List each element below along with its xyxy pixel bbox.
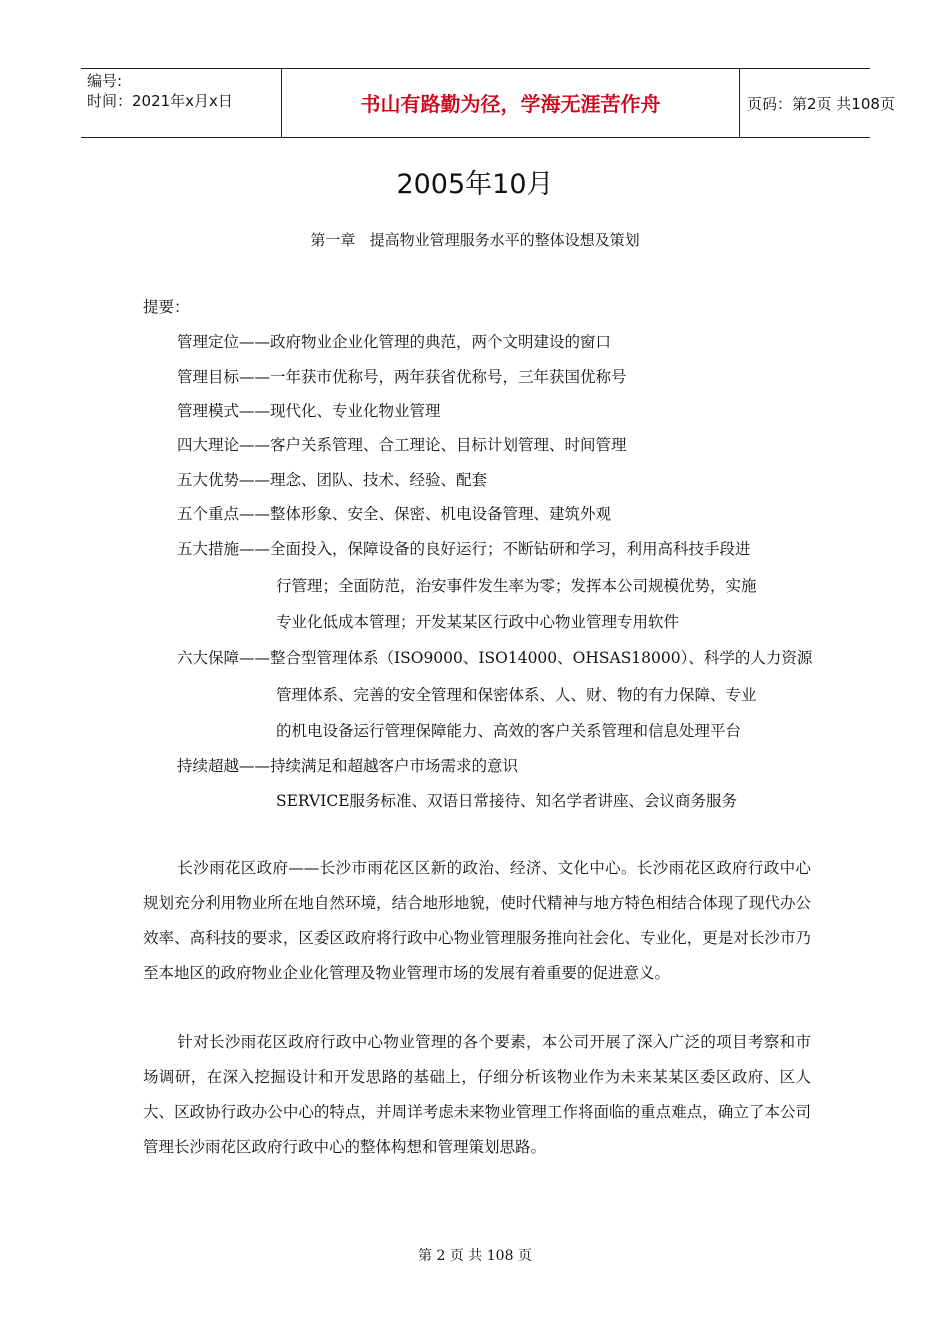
- body-paragraph: [143, 851, 811, 991]
- summary-line-continued: 管理体系、完善的安全管理和保密体系、人、财、物的有力保障、专业: [276, 686, 757, 704]
- document-header: [81, 68, 895, 138]
- summary-line: 五大优势——理念、团队、技术、经验、配套: [177, 471, 488, 489]
- summary-line-continued: SERVICE服务标准、双语日常接待、知名学者讲座、会议商务服务: [276, 792, 738, 810]
- summary-line: 四大理论——客户关系管理、合工理论、目标计划管理、时间管理: [177, 436, 627, 454]
- document-date-title: 2005年10月: [396, 169, 554, 200]
- header-motto-cell: [281, 69, 740, 137]
- summary-line: 持续超越——持续满足和超越客户市场需求的意识: [177, 757, 519, 775]
- summary-line-continued: 的机电设备运行管理保障能力、高效的客户关系管理和信息处理平台: [276, 722, 742, 740]
- summary-label: 提要：: [143, 298, 190, 316]
- header-motto: 书山有路勤为径，学海无涯苦作舟: [360, 92, 661, 116]
- body-paragraph-text: 针对长沙雨花区政府行政中心物业管理的各个要素，本公司开展了深入广泛的项目考察和市场调研，在深入挖掘设计和开发思路的基础上，仔细分析该物业作为未来某某区委区政府、区人大、区政协行政办公中心的特点，并周详考虑未来物业管理工作将面临的重点难点，确立了本公司管理长沙雨花区政府行政中心的整体构想和管理策划思路。: [143, 1033, 811, 1156]
- body-paragraph-text: 长沙雨花区政府——长沙市雨花区区新的政治、经济、文化中心。长沙雨花区政府行政中心规划充分利用物业所在地自然环境，结合地形地貌，使时代精神与地方特色相结合体现了现代办公效率、高科技的要求，区委区政府将行政中心物业管理服务推向社会化、专业化，更是对长沙市乃至本地区的政府物业企业化管理及物业管理市场的发展有着重要的促进意义。: [143, 859, 811, 982]
- summary-line: 五大措施——全面投入，保障设备的良好运行；不断钻研和学习，利用高科技手段进: [177, 540, 751, 558]
- summary-line: 五个重点——整体形象、安全、保密、机电设备管理、建筑外观: [177, 505, 612, 523]
- chapter-title: 第一章 提高物业管理服务水平的整体设想及策划: [310, 231, 640, 249]
- summary-line: 管理目标——一年获市优称号，两年获省优称号，三年获国优称号: [177, 368, 627, 386]
- summary-line: 六大保障——整合型管理体系（ISO9000、ISO14000、OHSAS18000）、科学的人力资源: [177, 649, 813, 667]
- body-paragraph: [143, 1025, 811, 1165]
- document-time-label: 时间：2021年x月x日: [87, 92, 233, 110]
- header-page-info: 页码：第2页 共108页: [747, 95, 895, 113]
- document-number-label: 编号:: [87, 72, 123, 90]
- summary-line-continued: 行管理；全面防范，治安事件发生率为零；发挥本公司规模优势，实施: [276, 577, 757, 595]
- summary-line: 管理模式——现代化、专业化物业管理: [177, 402, 441, 420]
- header-meta-cell: [81, 69, 281, 137]
- summary-line-continued: 专业化低成本管理；开发某某区行政中心物业管理专用软件: [276, 613, 680, 631]
- summary-line: 管理定位——政府物业企业化管理的典范，两个文明建设的窗口: [177, 333, 612, 351]
- header-page-cell: [739, 69, 895, 137]
- page-footer: 第 2 页 共 108 页: [418, 1248, 532, 1264]
